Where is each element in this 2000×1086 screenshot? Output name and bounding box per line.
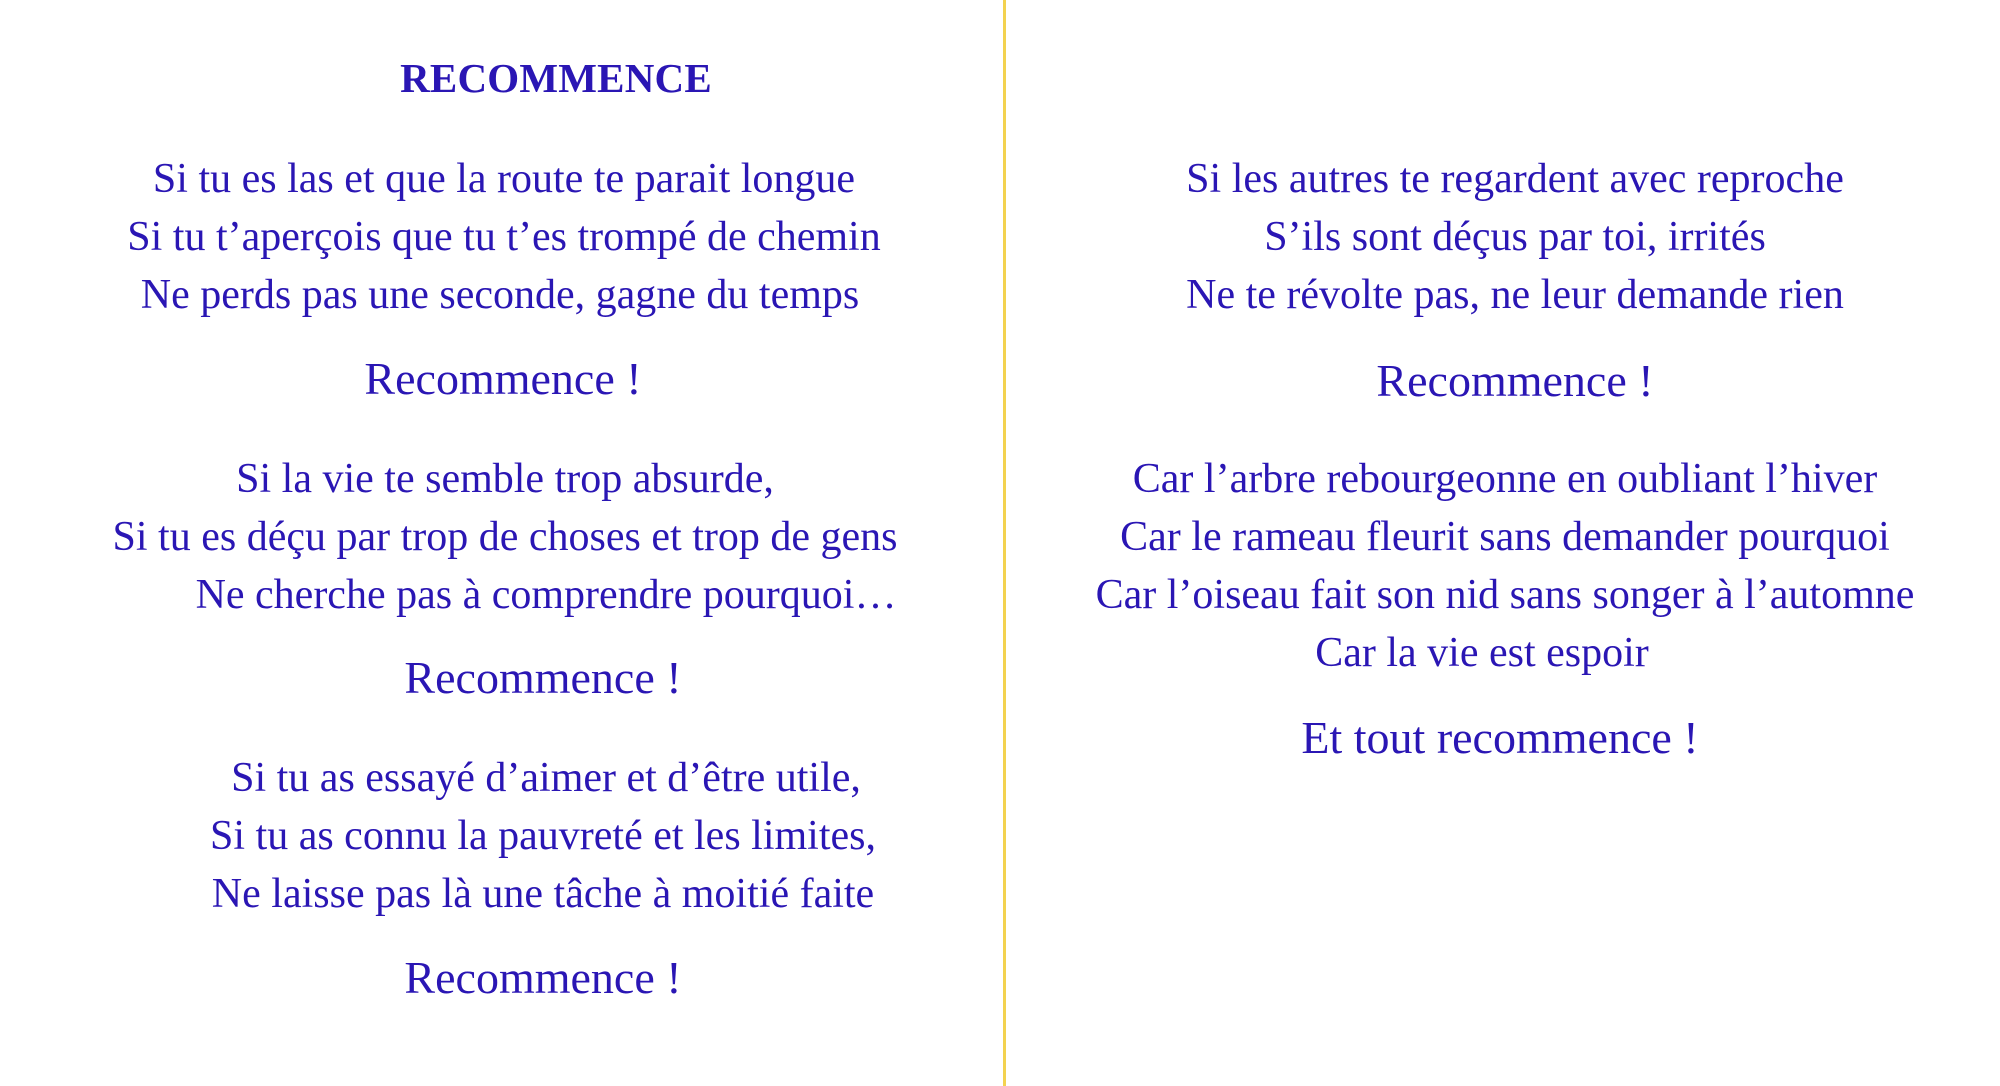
column-divider xyxy=(1003,0,1006,1086)
left-refrain-3: Recommence ! xyxy=(404,952,682,1003)
left-stanza2-line3: Ne cherche pas à comprendre pourquoi… xyxy=(195,572,897,618)
left-stanza3-line1: Si tu as essayé d’aimer et d’être utile, xyxy=(231,755,861,801)
final-line: Et tout recommence ! xyxy=(1301,712,1699,763)
left-refrain-2: Recommence ! xyxy=(404,652,682,703)
right-refrain-1: Recommence ! xyxy=(1376,355,1654,406)
left-stanza1-line2: Si tu t’aperçois que tu t’es trompé de chemin xyxy=(127,214,881,260)
right-stanza2-line1: Car l’arbre rebourgeonne en oubliant l’hiver xyxy=(1132,456,1878,502)
right-stanza2-line2: Car le rameau fleurit sans demander pourquoi xyxy=(1120,514,1890,560)
right-stanza1-line1: Si les autres te regardent avec reproche xyxy=(1186,156,1844,202)
left-stanza2-line1: Si la vie te semble trop absurde, xyxy=(236,456,774,502)
right-stanza2-line3: Car l’oiseau fait son nid sans songer à l’automne xyxy=(1095,572,1915,618)
right-stanza2-line4: Car la vie est espoir xyxy=(1315,630,1649,676)
left-stanza3-line2: Si tu as connu la pauvreté et les limites, xyxy=(209,813,877,859)
right-stanza1-line2: S’ils sont déçus par toi, irrités xyxy=(1264,214,1766,260)
left-stanza2-line2: Si tu es déçu par trop de choses et trop de gens xyxy=(112,514,898,560)
left-stanza1-line3: Ne perds pas une seconde, gagne du temps xyxy=(140,272,860,318)
left-refrain-1: Recommence ! xyxy=(364,353,642,404)
right-stanza1-line3: Ne te révolte pas, ne leur demande rien xyxy=(1186,272,1844,318)
left-stanza3-line3: Ne laisse pas là une tâche à moitié faite xyxy=(211,871,875,917)
poem-title: RECOMMENCE xyxy=(400,55,712,101)
left-stanza1-line1: Si tu es las et que la route te parait longue xyxy=(152,156,856,202)
